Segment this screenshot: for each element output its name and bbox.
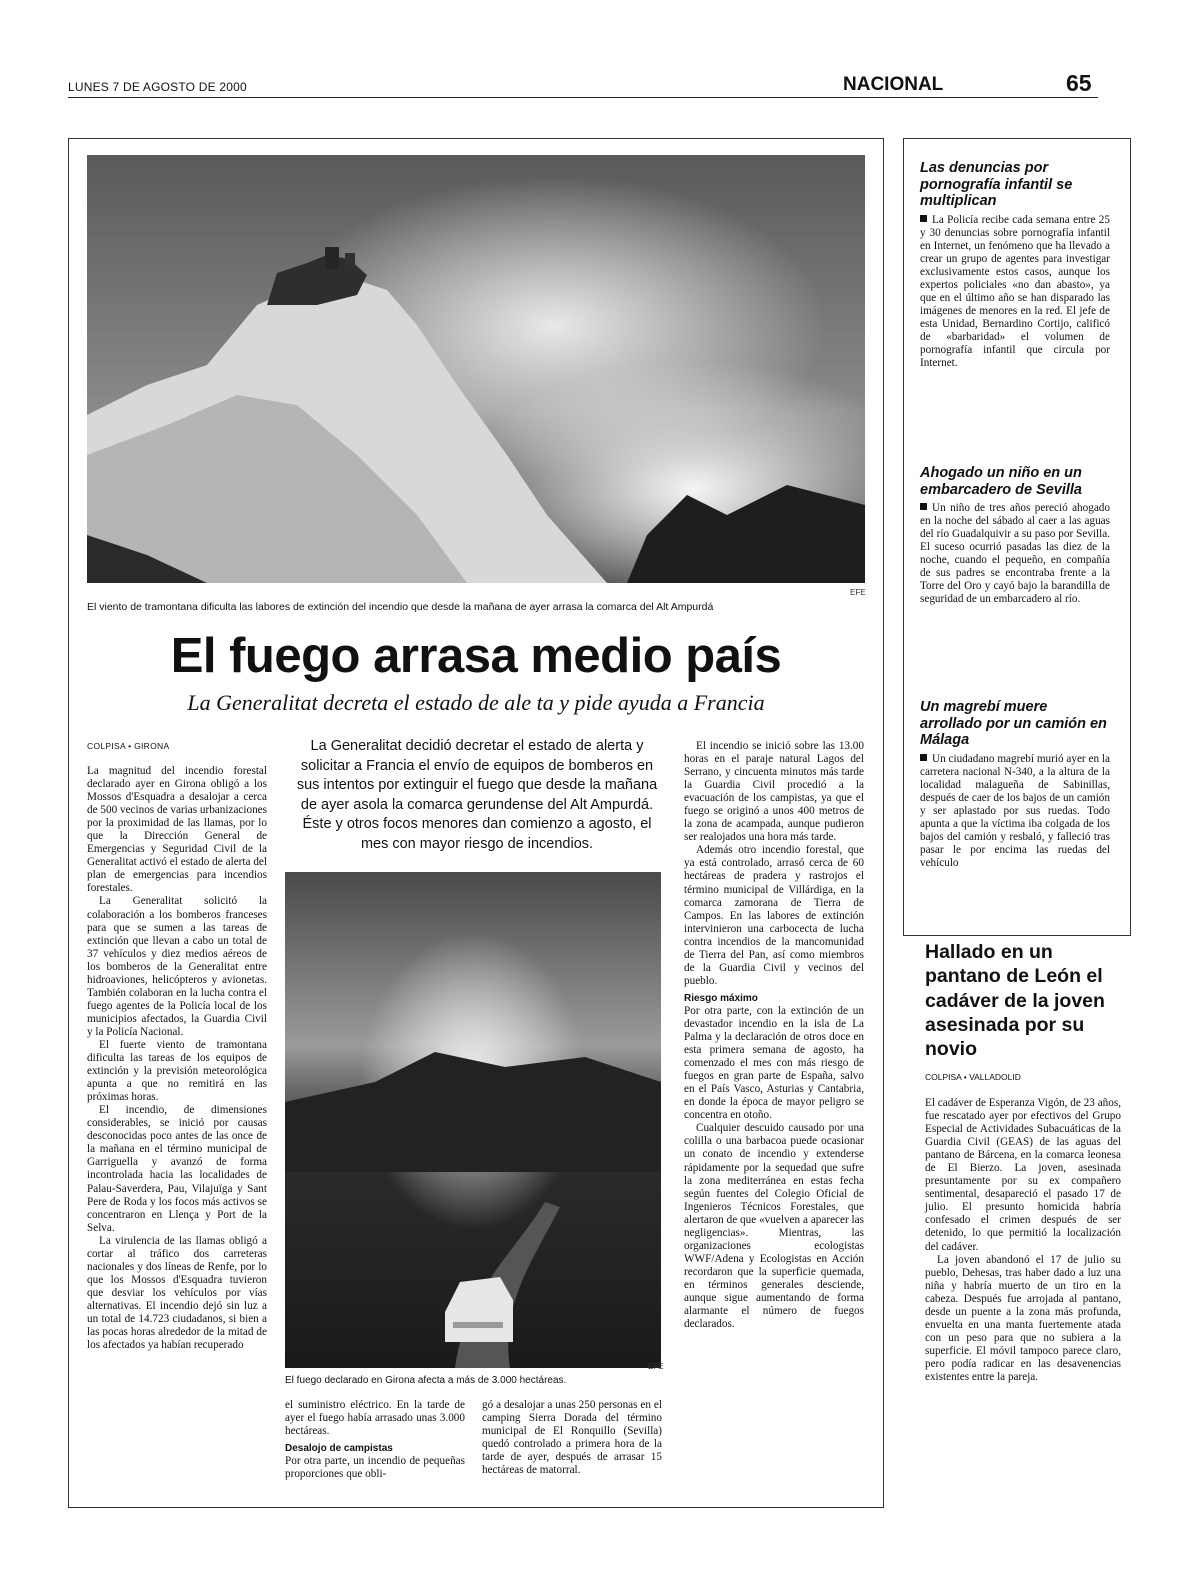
paragraph: La magnitud del incendio forestal declarado ayer en Girona obligó a los Mossos d'Esquadra a desalojar a cerca de 500 vecinos de varias urbanizaciones por la proximidad de las llamas, por lo que la Dirección General de Emergencias y Seguridad Civil de la Generalitat activó el estado de alerta del plan de emergencias para incendios forestales. [87, 765, 267, 895]
main-subheadline: La Generalitat decreta el estado de ale ta y pide ayuda a Francia [187, 690, 765, 715]
photo-bottom-caption: El fuego declarado en Girona afecta a más de 3.000 hectáreas. [285, 1375, 567, 1386]
paragraph: Además otro incendio forestal, que ya está controlado, arrasó cerca de 60 hectáreas de pradera y rastrojos el término municipal de Villárdiga, en la comarca zamorana de Tierra de Campos. En las labores de extinción intervinieron una carbocecta de lucha contra incendios de la mancomunidad de Tierra del Pan, así como miembros de la Guardia Civil y vecinos del pueblo. [684, 844, 864, 987]
paragraph: El incendio se inició sobre las 13.00 horas en el paraje natural Lagos del Serrano, y cincuenta minutos más tarde la Guardia Civil procedió a la evacuación de los campistas, ya que el fuego se originó a unos 400 metros de la zona de acampada, aunque pudieron ser realojados una hora más tarde. [684, 740, 864, 844]
brief-title: Ahogado un niño en un embarcadero de Sevilla [920, 465, 1082, 498]
main-column-2 [285, 1399, 465, 1481]
photo-castle-fire [87, 155, 865, 583]
paragraph: Por otra parte, con la extinción de un devastador incendio en la isla de La Palma y la declaración de otros doce en esta primera semana de agosto, ha comenzado el mes con más riesgo de fuegos en gran parte de España, salvo en el País Vasco, Asturias y Cantabria, en donde la época de mayor peligro se concentra en otoño. [684, 1004, 864, 1122]
brief-title: Las denuncias por pornografía infantil se multiplican [920, 160, 1073, 209]
side-story-body [925, 1097, 1121, 1384]
main-byline: COLPISA • GIRONA [87, 741, 170, 751]
main-lead: La Generalitat decidió decretar el estado de alerta y solicitar a Francia el envío de equipos de bomberos en sus intentos por extinguir el fuego que desde la mañana de ayer asola la comarca gerundense del Alt Ampurdá. Éste y otros focos menores dan comienzo a agosto, el mes con mayor riesgo de incendios. [296, 738, 658, 852]
brief-ahogado [920, 465, 1110, 606]
brief-body: Un ciudadano magrebí murió ayer en la carretera nacional N-340, a la altura de la localidad malagueña de Sabinillas, después de caer de los bajos de un camión y ser aplastado por sus ruedas. Todo apunta a que la víctima iba colgada de los bajos del camión y resbaló, y falleció tras pasar le por encima las ruedas del vehículo [920, 752, 1110, 869]
bullet-square-icon [920, 215, 927, 222]
photo-road-fire [285, 872, 661, 1368]
main-headline: El fuego arrasa medio país [170, 629, 782, 683]
brief-magrebi [920, 699, 1110, 870]
paragraph: El cadáver de Esperanza Vigón, de 23 años, fue rescatado ayer por efectivos del Grupo Especial de Actividades Subacuáticas de la Guardia Civil (GEAS) de las aguas del pantano de Bárcena, en la comarca leonesa de El Bierzo. La joven, asesinada presuntamente por su ex compañero sentimental, desapareció el pasado 17 de julio. El presunto homicida habría confesado el crimen después de ser detenido, lo que permitió la localización del cadáver. [925, 1097, 1121, 1253]
paragraph: El fuerte viento de tramontana dificulta las tareas de los equipos de extinción y la previsión meteorológica apunta a que no remitirá en las próximas horas. [87, 1038, 267, 1104]
photo-bottom-credit: EFE [648, 1362, 664, 1371]
header-section: NACIONAL [843, 74, 944, 95]
paragraph: La Generalitat solicitó la colaboración a los bomberos franceses para que se sumen a las tareas de extinción que llevan a cabo un total de 37 vehículos y diez medios aéreos de los bomberos de la Generalitat entre hidroaviones, helicópteros y avionetas. También colaboran en la lucha contra el fuego agentes de la Policía local de los municipios afectados, la Guardia Civil y la Policía Nacional. [87, 895, 267, 1038]
brief-pornografia [920, 160, 1110, 370]
header-rule [68, 97, 1098, 98]
main-column-4 [684, 740, 864, 1331]
photo-top-credit: EFE [850, 588, 866, 597]
photo-top-caption: El viento de tramontana dificulta las labores de extinción del incendio que desde la mañana de ayer arrasa la comarca del Alt Ampurdá [87, 601, 714, 613]
subtitle-desalojo: Desalojo de campistas [285, 1443, 393, 1455]
paragraph: La joven abandonó el 17 de julio su pueblo, Dehesas, tras haber dado a luz una niña y habría muerto de un tiro en la cabeza. Después fue arrojada al pantano, desde un puente a la zona más profunda, envuelta en una manta fuertemente atada con un peso para que no subiera a la superficie. El móvil tampoco parece claro, pero podía radicar en las desavenencias existentes entre la pareja. [925, 1253, 1121, 1383]
header-page-number: 65 [1066, 70, 1092, 96]
brief-body: La Policía recibe cada semana entre 25 y 30 denuncias sobre pornografía infantil en Internet, un fenómeno que ha llevado a crear un grupo de agentes para investigar exclusivamente estos casos, aunque los expertos policiales «no dan abasto», ya que en el último año se han disparado las imágenes de menores en la red. El jefe de esta Unidad, Bernardino Cortijo, calificó de «barbaridad» el volumen de pornografía infantil que circula por Internet. [920, 213, 1110, 370]
side-story-byline: COLPISA • VALLADOLID [925, 1072, 1021, 1082]
paragraph: Por otra parte, un incendio de pequeñas proporciones que obli- [285, 1455, 465, 1481]
brief-body: Un niño de tres años pereció ahogado en la noche del sábado al caer a las aguas del río Guadalquivir a su paso por Sevilla. El suceso ocurrió pasadas las diez de la noche, cuando el pequeño, en compañía de sus padres se encontraba frente a la Torre del Oro y cayó bajo la barandilla de seguridad de un embarcadero al río. [920, 502, 1110, 606]
bullet-square-icon [920, 754, 927, 761]
paragraph: La virulencia de las llamas obligó a cortar al tráfico dos carreteras nacionales y dos líneas de Renfe, por lo que los Mossos d'Esquadra tuvieron que desviar los vehículos por vías alternativas. El incendio dejó sin luz a un total de 14.723 ciudadanos, si bien a las pocas horas alrededor de la mitad de los afectados ya habían recuperado [87, 1234, 267, 1352]
main-column-3 [482, 1399, 662, 1477]
paragraph: Cualquier descuido causado por una colilla o una barbacoa puede ocasionar un conato de incendio y extenderse rápidamente por la sequedad que sufre la zona mediterránea en estas fecha según fuentes del Colegio Oficial de Ingenieros Técnicos Forestales, que alertaron de que «vuelven a aparecer las negligencias». Mientras, las organizaciones ecologistas WWF/Adena y Ecologistas en Acción recordaron que la superficie quemada, en términos generales desciende, aunque sigue aumentando de forma alarmante el número de fuegos declarados. [684, 1122, 864, 1331]
subtitle-riesgo: Riesgo máximo [684, 992, 758, 1004]
header-date: LUNES 7 DE AGOSTO DE 2000 [68, 80, 247, 94]
sidebar-rule [903, 935, 1131, 936]
paragraph: gó a desalojar a unas 250 personas en el camping Sierra Dorada del término municipal de El Ronquillo (Sevilla) quedó controlado a primera hora de la tarde de ayer, después de arrasar 15 hectáreas de matorral. [482, 1399, 662, 1477]
paragraph: El incendio, de dimensiones considerables, se inició por causas desconocidas poco antes de las once de la mañana en el término municipal de Garriguella y avanzó de forma incontrolada hacia las localidades de Palau-Saverdera, Pau, Vilajuïga y Sant Pere de Roda y los focos más activos se concentraron en Llença y Port de la Selva. [87, 1104, 267, 1234]
bullet-square-icon [920, 503, 927, 510]
brief-title: Un magrebí muere arrollado por un camión en Málaga [920, 699, 1107, 748]
main-column-1 [87, 765, 267, 1352]
paragraph: el suministro eléctrico. En la tarde de ayer el fuego había arrasado unas 3.000 hectáreas. [285, 1399, 465, 1438]
side-story-headline: Hallado en un pantano de León el cadáver de la joven asesinada por su novio [925, 941, 1105, 1061]
